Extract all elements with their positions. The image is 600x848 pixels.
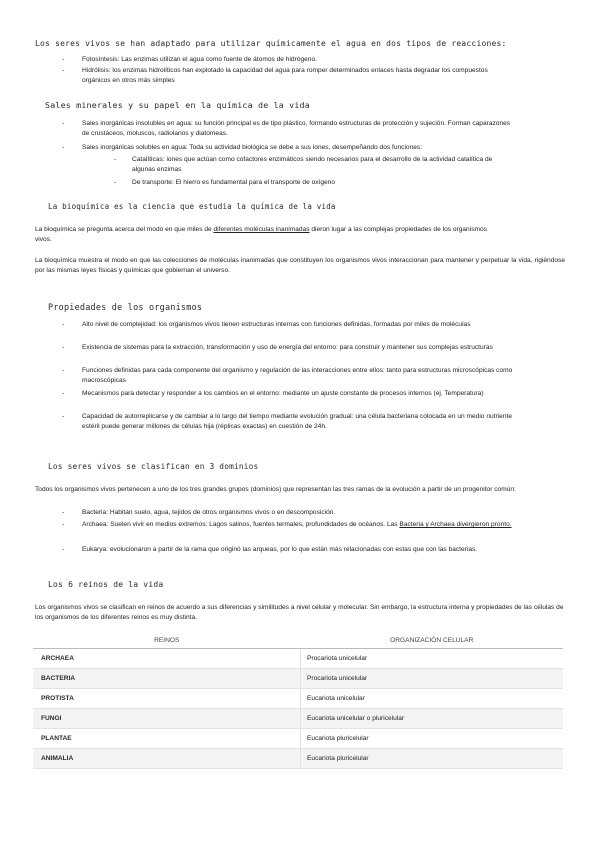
reino-cell: BACTERIA — [33, 669, 301, 689]
reino-cell: FUNGI — [33, 709, 301, 729]
section-heading-agua: Los seres vivos se han adaptado para utilizar químicamente el agua en dos tipos de reacciones: — [35, 39, 507, 48]
list-item: - Sales inorgánicas solubles en agua: Toda su actividad biológica se debe a sus iones, desempeñando dos funciones: — [62, 144, 423, 151]
organizacion-cell: Procariota unicelular — [301, 669, 564, 689]
table-row — [33, 749, 563, 769]
column-header-organizacion: ORGANIZACIÓN CELULAR — [301, 632, 564, 649]
sub-list-item: - De transporte: El hierro es fundamental para el transporte de oxígeno — [114, 179, 336, 186]
organizacion-cell: Eucariota pluricelular — [301, 729, 564, 749]
reino-cell: ARCHAEA — [33, 649, 301, 669]
organizacion-cell: Eucariota unicelular — [301, 689, 564, 709]
table-header-row — [33, 632, 563, 649]
reino-cell: PLANTAE — [33, 729, 301, 749]
table-row — [33, 689, 563, 709]
list-item-bacteria: - Bacteria: Habitan suelo, agua, tejidos de otros organismos vivos o en descomposición. — [62, 509, 336, 516]
list-item-eukarya: - Eukarya: evolucionaron a partir de la rama que originó las arqueas, por lo que están más relacionadas con estas que con las bacterias. — [62, 546, 478, 553]
list-item: - Hidrólisis: los enzimas hidrolíticos han explotado la capacidad del agua para romper determinados enlaces hasta degradar los compuestos orgánicos en otros más simples — [62, 67, 488, 84]
organizacion-cell: Eucariota pluricelular — [301, 749, 564, 769]
list-item-archaea: - Archaea: Suelen vivir en medios extremos: Lagos salinos, fuentes termales, profundidades de océanos. Las Bacteria y Archaea divergieron pronto. — [62, 521, 512, 528]
organizacion-cell: Eucariota unicelular o pluricelular — [301, 709, 564, 729]
sub-list-item: - Catalíticas: iones que actúan como cofactores enzimáticos siendo necesarios para el desarrollo de la actividad catalítica de algunas enzimas — [114, 156, 493, 173]
reino-cell: ANIMALIA — [33, 749, 301, 769]
list-item: - Mecanismos para detectar y responder a los cambios en el entorno: mediante un ajuste constante de procesos internos (ej. Temperatura) — [62, 390, 484, 397]
table-row — [33, 649, 563, 669]
table-row — [33, 669, 563, 689]
reino-cell: PROTISTA — [33, 689, 301, 709]
list-item: - Fotosíntesis: Las enzimas utilizan el agua como fuente de átomos de hidrógeno. — [62, 56, 317, 63]
paragraph: Todos los organismos vivos pertenecen a uno de los tres grandes grupos (dominios) que representan las tres ramas de la evolución a partir de un progenitor común: — [35, 486, 516, 493]
paragraph: La bioquímica muestra el modo en que las colecciones de moléculas inanimadas que constituyen los organismos vivos interaccionan para mantener y perpetuar la vida, rigiéndose por las mismas leyes físicas y químicas que gobiernan el universo. — [35, 257, 565, 274]
section-heading-propiedades: Propiedades de los organismos — [48, 303, 203, 313]
column-header-reinos: REINOS — [33, 632, 301, 649]
list-item: - Existencia de sistemas para la extracción, transformación y uso de energía del entorno: para construir y mantener sus complejas estructuras — [62, 344, 493, 351]
organizacion-cell: Procariota unicelular — [301, 649, 564, 669]
section-heading-sales: Sales minerales y su papel en la química de la vida — [45, 100, 310, 110]
paragraph: Los organismos vivos se clasifican en reinos de acuerdo a sus diferencias y similitudes a nivel celular y molecular. Sin embargo, la estructura interna y propiedades de las células de los organismos de los diferentes reinos es muy distinta. — [35, 604, 564, 621]
section-heading-reinos: Los 6 reinos de la vida — [48, 580, 164, 589]
list-item: - Capacidad de autorreplicarse y de cambiar a lo largo del tiempo mediante evolución gradual: una célula bacteriana colocada en un medio nutriente estéril puede generar millones de células hija (réplicas exactas) en cuestión de 24h. — [62, 413, 512, 430]
section-heading-dominios: Los seres vivos se clasifican en 3 dominios — [48, 462, 259, 471]
list-item: - Funciones definidas para cada componente del organismo y regulación de las interacciones entre ellos: tanto para estructuras microscópicas como macroscópicas — [62, 367, 513, 384]
table-row — [33, 729, 563, 749]
list-item: - Alto nivel de complejidad: los organismos vivos tienen estructuras internas con funciones definidas, formadas por miles de moléculas — [62, 321, 471, 328]
table-row — [33, 709, 563, 729]
reinos-table — [33, 632, 563, 769]
section-heading-bioquimica: La bioquímica es la ciencia que estudia la química de la vida — [48, 202, 336, 211]
list-item: - Sales inorgánicas insolubles en agua: su función principal es de tipo plástico, formando estructuras de protección y sujeción. Forman caparazones de crustáceos, moluscos, radiolarios y diatomeas. — [62, 120, 511, 137]
paragraph: La bioquímica se pregunta acerca del modo en que miles de diferentes moléculas inanimadas dieron lugar a las complejas propiedades de los organismos vivos. — [35, 226, 487, 243]
